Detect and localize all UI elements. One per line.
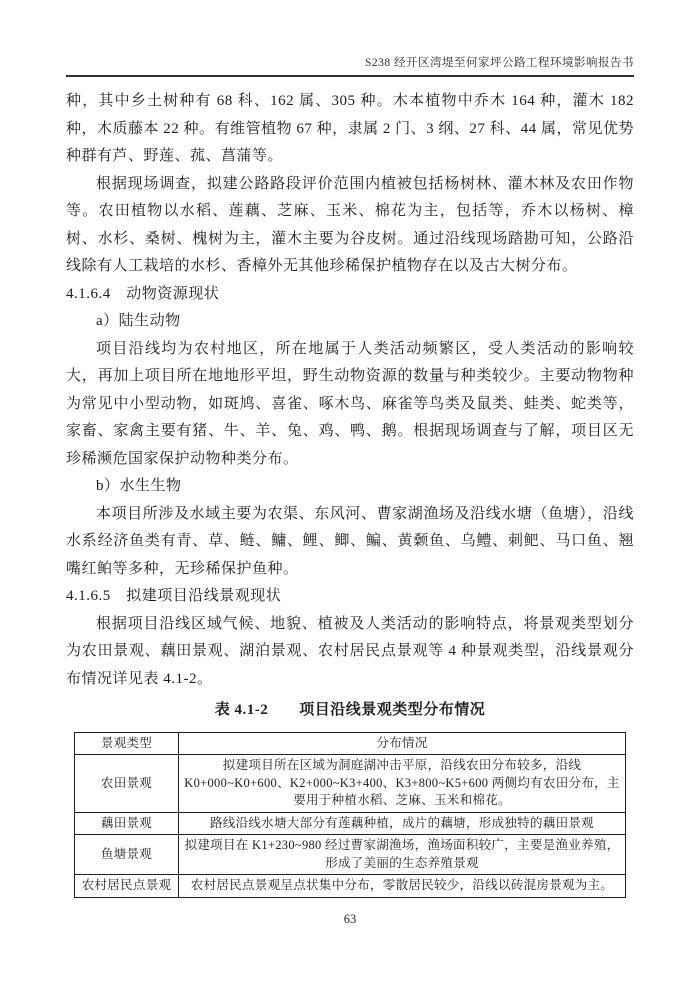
cell-landscape-type: 农村居民点景观 [75,875,179,898]
paragraph-landscape-types: 根据项目沿线区域气候、地貌、植被及人类活动的影响特点，将景观类型划分为农田景观、藕田景观、湖泊景观、农村居民点景观等 4 种景观类型，沿线景观分布情况详见表 4.1-2。 [66,615,634,687]
report-title: S238 经开区湾堤至何家坪公路工程环境影响报告书 [364,57,634,69]
column-header-landscape-type: 景观类型 [75,732,179,755]
cell-distribution: 农村居民点景观呈点状集中分布，零散居民较少，沿线以砖混房景观为主。 [179,875,626,898]
table-header-row [75,732,626,755]
cell-distribution: 拟建项目在 K1+230~980 经过曹家湖渔场，渔场面积较广，主要是渔业养殖，形成了美丽的生态养殖景观 [179,835,626,875]
table-row [75,755,626,813]
paragraph-terrestrial-animals: 项目沿线均为农村地区，所在地属于人类活动频繁区，受人类活动的影响较大，再加上项目所在地地形平坦，野生动物资源的数量与种类较少。主要动物物种为常见中小型动物，如斑鸠、喜雀、啄木鸟、麻雀等鸟类及鼠类、蛙类、蛇类等，家畜、家禽主要有猪、牛、羊、兔、鸡、鸭、鹅。根据现场调查与了解，项目区无珍稀濒危国家保护动物种类分布。 [66,340,634,467]
landscape-distribution-table [74,732,626,898]
section-heading-landscape-status: 4.1.6.5 拟建项目沿线景观现状 [66,588,282,604]
subheading-aquatic-organisms: b）水生生物 [96,478,182,494]
table-caption: 表 4.1-2 项目沿线景观类型分布情况 [214,702,486,718]
page-number: 63 [343,912,357,926]
page-header [66,54,634,77]
subheading-terrestrial-animals: a）陆生动物 [96,313,181,329]
paragraph-aquatic-organisms: 本项目所涉及水域主要为农渠、东风河、曹家湖渔场及沿线水塘（鱼塘），沿线水系经济鱼类有青、草、鲢、鳙、鲤、鲫、鳊、黄颡鱼、乌鳢、刺鲃、马口鱼、翘嘴红鲌等多种，无珍稀保护鱼种。 [66,505,634,577]
column-header-distribution: 分布情况 [179,732,626,755]
table-row [75,835,626,875]
paragraph-flora-continuation: 种，其中乡土树种有 68 科、162 属、305 种。木本植物中乔木 164 种，灌木 182 种，木质藤本 22 种。有维管植物 67 种，隶属 2 门、3 纲、27 科、44 属，常见优势种群有芦、野莲、菰、菖蒲等。 [66,93,634,164]
document-body [66,88,634,898]
paragraph-vegetation-survey: 根据现场调查，拟建公路路段评价范围内植被包括杨树林、灌木林及农田作物等。农田植物以水稻、莲藕、芝麻、玉米、棉花为主，包括等，乔木以杨树、樟树、水杉、桑树、槐树为主，灌木主要为谷皮树。通过沿线现场踏勘可知，公路沿线除有人工栽培的水杉、香樟外无其他珍稀保护植物存在以及古大树分布。 [66,175,634,274]
cell-distribution: 路线沿线水塘大部分有莲藕种植，成片的藕塘，形成独特的藕田景观 [179,812,626,835]
cell-distribution: 拟建项目所在区域为洞庭湖冲击平原，沿线农田分布较多，沿线K0+000~K0+600、K2+000~K3+400、K3+800~K5+600 两侧均有农田分布，主要用于种植水稻、芝麻、玉米和棉花。 [179,755,626,813]
section-heading-animal-resources: 4.1.6.4 动物资源现状 [66,285,220,302]
table-row [75,812,626,835]
table-row [75,875,626,898]
cell-landscape-type: 藕田景观 [75,812,179,835]
cell-landscape-type: 鱼塘景观 [75,835,179,875]
cell-landscape-type: 农田景观 [75,755,179,813]
